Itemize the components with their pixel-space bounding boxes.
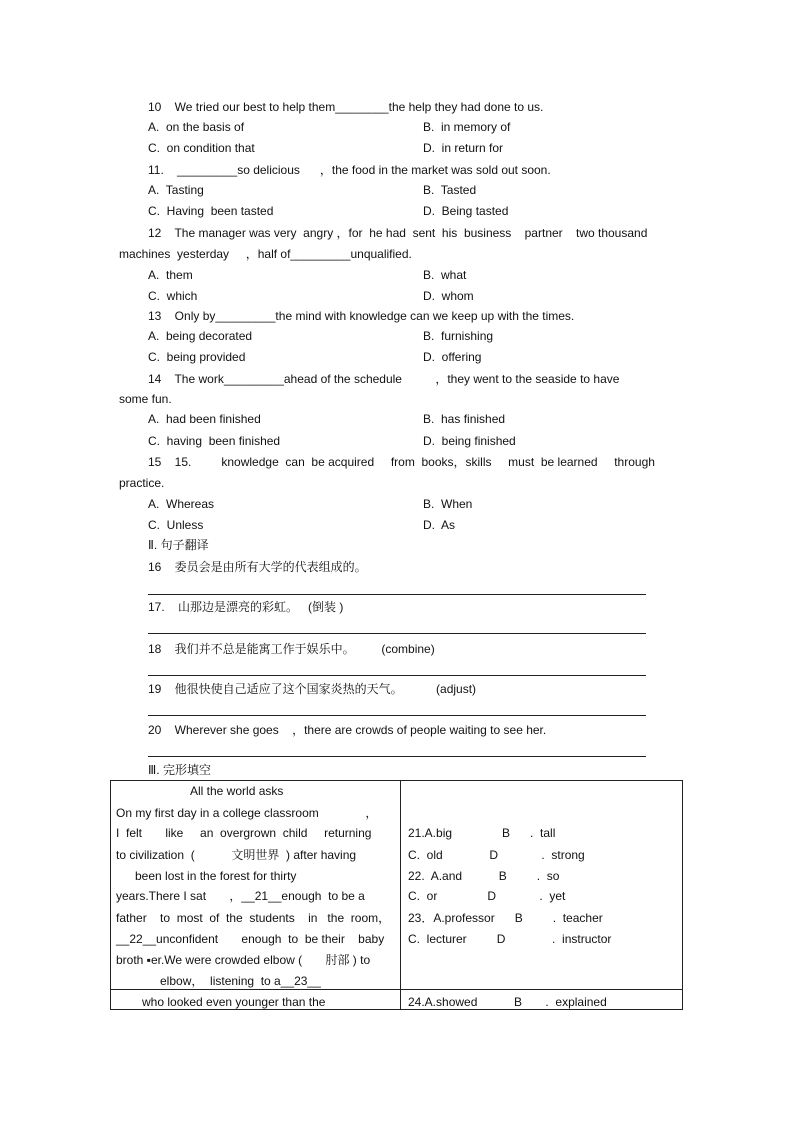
translation-item-17: 17. 山那边是漂亮的彩虹。 (倒装 ) xyxy=(148,600,344,614)
translation-item-16: 16 委员会是由所有大学的代表组成的。 xyxy=(148,560,367,574)
option-a: A. Whereas xyxy=(148,497,215,511)
option-a: A. being decorated xyxy=(148,329,253,343)
option-d: D. being finished xyxy=(423,434,516,448)
question-stem: 14 The work_________ahead of the schedule ，they went to the seaside to have xyxy=(148,372,620,386)
cloze-option-line: 21.A.big B . tall xyxy=(408,826,556,840)
option-d: D. in return for xyxy=(423,141,504,155)
question-stem: 11. _________so delicious ，the food in the market was sold out soon. xyxy=(148,163,551,177)
section-title-cloze: Ⅲ. 完形填空 xyxy=(148,763,211,777)
option-d: D. offering xyxy=(423,350,482,364)
passage-line: to civilization ( 文明世界 ) after having xyxy=(116,848,357,862)
question-stem: 12 The manager was very angry ，for he had sent his business partner two thousand xyxy=(148,226,648,240)
answer-line-17[interactable] xyxy=(148,633,646,634)
option-d: D. whom xyxy=(423,289,474,303)
option-b: B. in memory of xyxy=(423,120,511,134)
passage-title: All the world asks xyxy=(190,784,284,798)
option-c: C. Having been tasted xyxy=(148,204,274,218)
passage-line: On my first day in a college classroom ， xyxy=(116,806,378,820)
answer-line-19[interactable] xyxy=(148,715,646,716)
answer-line-18[interactable] xyxy=(148,675,646,676)
option-b: B. has finished xyxy=(423,412,506,426)
option-c: C. being provided xyxy=(148,350,246,364)
cloze-option-line: 23．A.professor B . teacher xyxy=(408,911,603,925)
question-stem: 15 15. knowledge can be acquired from books，skills must be learned through xyxy=(148,455,655,469)
option-b: B. furnishing xyxy=(423,329,494,343)
options-cell xyxy=(401,781,683,990)
option-c: C. on condition that xyxy=(148,141,255,155)
option-b: B. what xyxy=(423,268,467,282)
cloze-option-line: C. lecturer D . instructor xyxy=(408,932,612,946)
passage-line: elbow， listening to a__23__ xyxy=(160,974,321,988)
cloze-option-line: 22. A.and B . so xyxy=(408,869,560,883)
cloze-option-line: 24.A.showed B . explained xyxy=(408,995,607,1009)
question-stem: 10 We tried our best to help them________the help they had done to us. xyxy=(148,100,544,114)
option-a: A. them xyxy=(148,268,193,282)
question-stem-continued: some fun. xyxy=(119,392,172,406)
translation-item-19: 19 他很快使自己适应了这个国家炎热的天气。 (adjust) xyxy=(148,682,477,696)
question-stem-continued: practice. xyxy=(119,476,165,490)
cloze-option-line: C. or D . yet xyxy=(408,889,566,903)
section-title-translation: Ⅱ. 句子翻译 xyxy=(148,538,209,552)
option-b: B. When xyxy=(423,497,473,511)
answer-line-20[interactable] xyxy=(148,756,646,757)
passage-line: years.There I sat ，__21__enough to be a xyxy=(116,889,365,903)
question-stem: 13 Only by_________the mind with knowledge can we keep up with the times. xyxy=(148,309,575,323)
passage-line: I felt like an overgrown child returning xyxy=(116,826,372,840)
translation-item-18: 18 我们并不总是能寓工作于娱乐中。 (combine) xyxy=(148,642,435,656)
passage-line: been lost in the forest for thirty xyxy=(135,869,297,883)
option-c: C. which xyxy=(148,289,198,303)
cloze-option-line: C. old D . strong xyxy=(408,848,585,862)
option-b: B. Tasted xyxy=(423,183,477,197)
answer-line-16[interactable] xyxy=(148,594,646,595)
passage-line: broth ▪er.We were crowded elbow ( 肘部 ) to xyxy=(116,953,371,967)
option-a: A. on the basis of xyxy=(148,120,245,134)
option-a: A. had been finished xyxy=(148,412,261,426)
option-c: C. having been finished xyxy=(148,434,281,448)
question-stem-continued: machines yesterday ，half of_________unqualified. xyxy=(119,247,412,261)
translation-item-20: 20 Wherever she goes ，there are crowds of people waiting to see her. xyxy=(148,723,547,737)
passage-line: __22__unconfident enough to be their baby xyxy=(116,932,385,946)
passage-line: who looked even younger than the xyxy=(142,995,326,1009)
option-a: A. Tasting xyxy=(148,183,204,197)
option-c: C. Unless xyxy=(148,518,204,532)
option-d: D. Being tasted xyxy=(423,204,509,218)
option-d: D. As xyxy=(423,518,456,532)
passage-line: father to most of the students in the room， xyxy=(116,911,391,925)
